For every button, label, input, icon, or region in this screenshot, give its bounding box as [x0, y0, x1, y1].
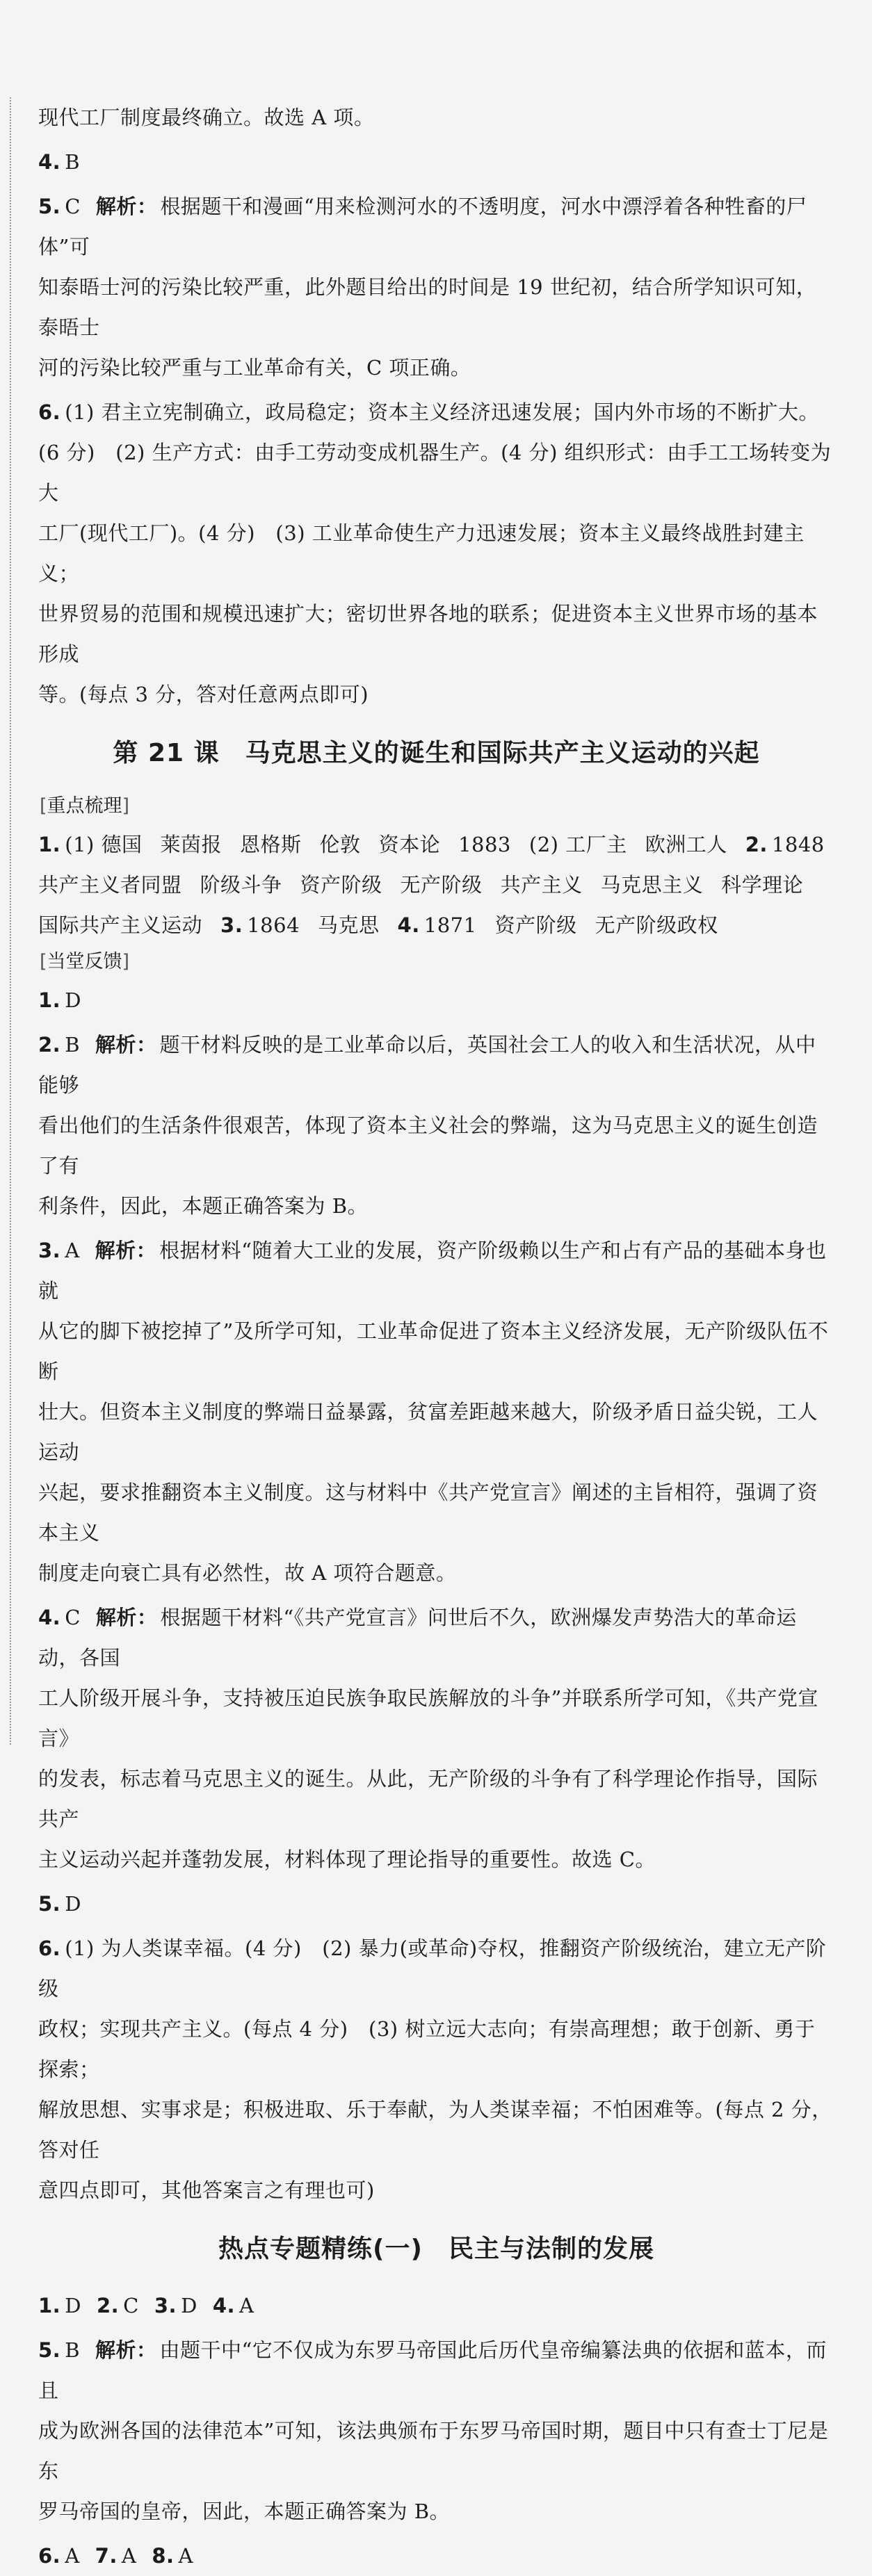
review-line-2: 共产主义者同盟 阶级斗争 资产阶级 无产阶级 共产主义 马克思主义 科学理论	[38, 873, 804, 897]
feedback-q5	[38, 1884, 834, 1924]
feedback-tag: [当堂反馈]	[40, 951, 130, 972]
feedback-q1	[38, 980, 834, 1020]
answer-text: 世界贸易的范围和规模迅速扩大；密切世界各地的联系；促进资本主义世界市场的基本形成	[38, 602, 818, 666]
answer-page	[38, 97, 834, 2576]
analysis-text: 知泰晤士河的污染比较严重，此外题目给出的时间是 19 世纪初，结合所学知识可知，泰晤士	[38, 275, 817, 339]
prev-q6	[38, 392, 834, 715]
answer-choice: B	[65, 150, 81, 174]
question-number: 5.	[38, 195, 61, 218]
answer-text: 工厂(现代工厂)。(4 分) (3) 工业革命使生产力迅速发展；资本主义最终战胜封建主义；	[38, 521, 805, 585]
question-number: 5.	[38, 1892, 61, 1916]
analysis-text: 根据题干和漫画“用来检测河水的不透明度，河水中漂浮着各种牲畜的尸体”可	[38, 195, 807, 259]
feedback-q2: 2. B 解析： 题干材料反映的是工业革命以后，英国社会工人的收入和生活状况，从中能够 看出他们的生活条件很艰苦，体现了资本主义社会的弊端，这为马克思主义的诞生创造了有 利条件，因此，本题正确答案为 B。	[38, 1033, 818, 1218]
answer-choice: D	[65, 988, 81, 1012]
review-tag: [重点梳理]	[40, 795, 130, 817]
hotspot-title: 热点专题精练(一) 民主与法制的发展	[218, 2235, 654, 2263]
feedback-q6: 6. (1) 为人类谋幸福。(4 分) (2) 暴力(或革命)夺权，推翻资产阶级统治，建立无产阶级 政权；实现共产主义。(每点 4 分) (3) 树立远大志向；有崇高理想；敢于创新、勇于探索； 解放思想、实事求是；积极进取、乐于奉献，为人类谋幸福；不怕困难等。(每点 2 分，答对任 意四点即可，其他答案言之有理也可)	[38, 1937, 832, 2202]
analysis-label: 解析：	[95, 195, 158, 218]
answer-text: (6 分) (2) 生产方式：由手工劳动变成机器生产。(4 分) 组织形式：由手工工场转变为大	[38, 441, 832, 505]
question-number: 3.	[38, 1239, 61, 1262]
question-number: 6.	[38, 400, 61, 424]
prev-q4	[38, 142, 834, 182]
margin-dotted-rule	[10, 97, 11, 1745]
review-answers	[38, 824, 834, 945]
feedback-q4: 4. C 解析： 根据题干材料“《共产党宣言》问世后不久，欧洲爆发声势浩大的革命运动，各国 工人阶级开展斗争，支持被压迫民族争取民族解放的斗争”并联系所学可知，《共产党宣言》 的发表，标志着马克思主义的诞生。从此，无产阶级的斗争有了科学理论作指导，国际共产 主义运动兴起并蓬勃发展，材料体现了理论指导的重要性。故选 C。	[38, 1606, 818, 1871]
hotspot-q5: 5. B 解析： 由题干中“它不仅成为东罗马帝国此后历代皇帝编纂法典的依据和蓝本，而且 成为欧洲各国的法律范本”可知，该法典颁布于东罗马帝国时期，题目中只有查士丁尼是东 罗马帝国的皇帝，因此，本题正确答案为 B。	[38, 2338, 829, 2523]
question-number: 5.	[38, 2338, 61, 2362]
question-number: 1.	[38, 988, 61, 1012]
answer-text: 等。(每点 3 分，答对任意两点即可)	[38, 683, 369, 706]
answer-choice: B	[65, 2338, 81, 2362]
analysis-label: 解析：	[95, 1033, 157, 1057]
hotspot-answers-1-4: 1. D 2. C 3. D 4. A	[38, 2294, 255, 2317]
answer-choice: B	[65, 1033, 81, 1057]
analysis-label: 解析：	[95, 1239, 157, 1262]
answer-choice: C	[65, 1606, 81, 1629]
question-number: 4.	[38, 150, 61, 174]
feedback-q3: 3. A 解析： 根据材料“随着大工业的发展，资产阶级赖以生产和占有产品的基础本身也就 从它的脚下被挖掉了”及所学可知，工业革命促进了资本主义经济发展，无产阶级队伍不断 壮大。但资本主义制度的弊端日益暴露，贫富差距越来越大，阶级矛盾日益尖锐，工人运动 兴起，要求推翻资本主义制度。这与材料中《共产党宣言》阐述的主旨相符，强调了资本主义 制度走向衰亡具有必然性，故 A 项符合题意。	[38, 1239, 829, 1585]
question-number: 6.	[38, 1937, 61, 1960]
hotspot-answers-6-8: 6. A 7. A 8. A	[38, 2544, 193, 2568]
review-line-1: 1. (1) 德国 莱茵报 恩格斯 伦敦 资本论 1883 (2) 工厂主 欧洲工人 2. 1848	[38, 833, 825, 856]
review-line-3: 国际共产主义运动 3. 1864 马克思 4. 1871 资产阶级 无产阶级政权	[38, 913, 718, 937]
analysis-text: 河的污染比较严重与工业革命有关，C 项正确。	[38, 356, 471, 380]
analysis-label: 解析：	[95, 1606, 158, 1629]
intro-line: 现代工厂制度最终确立。故选 A 项。	[38, 106, 375, 129]
analysis-label: 解析：	[95, 2338, 157, 2362]
question-number: 2.	[38, 1033, 61, 1057]
prev-q5	[38, 186, 834, 388]
answer-text: (1) 君主立宪制确立，政局稳定；资本主义经济迅速发展；国内外市场的不断扩大。	[65, 400, 820, 424]
answer-choice: A	[65, 1239, 80, 1262]
lesson-21-title: 第 21 课 马克思主义的诞生和国际共产主义运动的兴起	[113, 739, 760, 767]
answer-choice: C	[65, 195, 81, 218]
answer-choice: D	[65, 1892, 81, 1916]
question-number: 4.	[38, 1606, 61, 1629]
